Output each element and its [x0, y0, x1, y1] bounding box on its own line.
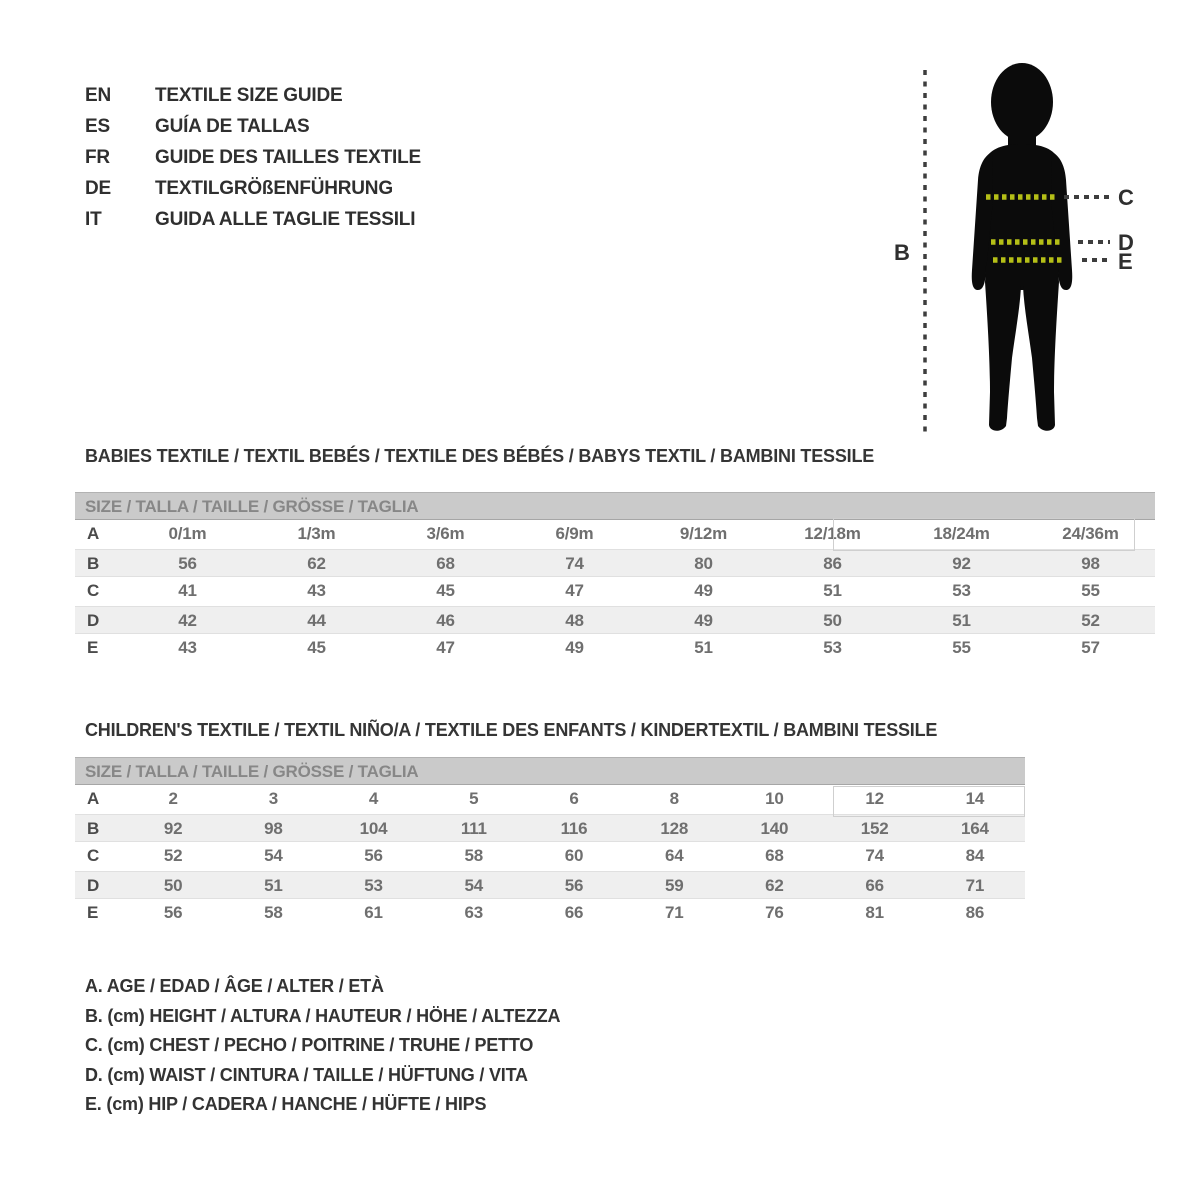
- cell: 140: [760, 818, 789, 838]
- language-row: [85, 173, 421, 204]
- cell: 61: [364, 903, 383, 922]
- language-row: [85, 204, 421, 235]
- cell: 66: [564, 903, 584, 922]
- child-silhouette: [972, 63, 1073, 431]
- row-label: B: [87, 553, 100, 573]
- language-row: [85, 80, 421, 111]
- language-title: GUIDA ALLE TAGLIE TESSILI: [155, 209, 416, 230]
- child-silhouette-figure: [880, 40, 1150, 450]
- children-size-table: [75, 757, 1025, 928]
- cell: 2: [168, 789, 178, 808]
- silhouette-right-leg: [1023, 266, 1059, 431]
- table-row-c: [75, 842, 1025, 871]
- row-label: C: [87, 581, 100, 600]
- cell: 41: [178, 581, 197, 600]
- table-row-c: [75, 577, 1155, 606]
- cell: 6: [569, 789, 579, 808]
- language-code: IT: [85, 209, 102, 230]
- cell: 164: [960, 818, 989, 838]
- babies-table-header: SIZE / TALLA / TAILLE / GRÖSSE / TAGLIA: [75, 492, 1155, 520]
- cell: 60: [564, 846, 584, 865]
- cell: 55: [1081, 581, 1100, 600]
- cell: 49: [694, 581, 713, 600]
- cell: 92: [952, 553, 971, 573]
- cell: 18/24m: [933, 524, 990, 543]
- legend-line: B. (cm) HEIGHT / ALTURA / HAUTEUR / HÖHE / ALTEZZA: [85, 1005, 561, 1026]
- legend-line: C. (cm) CHEST / PECHO / POITRINE / TRUHE / PETTO: [85, 1035, 534, 1056]
- cell: 53: [823, 638, 842, 657]
- cell: 52: [163, 846, 183, 865]
- cell: 116: [560, 818, 588, 838]
- cell: 111: [460, 818, 487, 838]
- cell: 9/12m: [679, 524, 728, 543]
- cell: 45: [436, 581, 455, 600]
- children-table-title: CHILDREN'S TEXTILE / TEXTIL NIÑO/A / TEXTILE DES ENFANTS / KINDERTEXTIL / BAMBINI TESSILE: [85, 720, 938, 740]
- cell: 10: [765, 789, 784, 808]
- table-row-e: [75, 634, 1155, 663]
- cell: 44: [307, 610, 326, 630]
- cell: 66: [865, 875, 884, 895]
- language-code: DE: [85, 178, 111, 199]
- cell: 1/3m: [297, 524, 336, 543]
- cell: 47: [436, 638, 455, 657]
- cell: 68: [436, 553, 455, 573]
- cell: 56: [178, 553, 197, 573]
- cell: 64: [664, 846, 684, 865]
- cell: 6/9m: [555, 524, 594, 543]
- cell: 4: [368, 789, 379, 808]
- cell: 59: [664, 875, 684, 895]
- cell: 62: [765, 875, 784, 895]
- row-label: A: [87, 789, 100, 808]
- cell: 54: [464, 875, 484, 895]
- cell: 58: [464, 846, 484, 865]
- cell: 74: [565, 553, 584, 573]
- children-table-header: SIZE / TALLA / TAILLE / GRÖSSE / TAGLIA: [75, 757, 1025, 785]
- cell: 68: [765, 846, 784, 865]
- cell: 152: [860, 818, 889, 838]
- cell: 76: [765, 903, 784, 922]
- cell: 51: [264, 875, 283, 895]
- cell: 43: [178, 638, 197, 657]
- cell: 63: [464, 903, 484, 922]
- language-code: ES: [85, 116, 110, 137]
- row-label: E: [87, 903, 99, 922]
- cell: 56: [564, 875, 584, 895]
- cell: 92: [163, 818, 183, 838]
- table-row-b: [75, 549, 1155, 578]
- cell: 56: [163, 903, 183, 922]
- row-label: C: [87, 846, 100, 865]
- language-title: TEXTILE SIZE GUIDE: [155, 85, 343, 106]
- cell: 50: [823, 610, 842, 630]
- cell: 81: [865, 903, 884, 922]
- cell: 54: [264, 846, 283, 865]
- cell: 0/1m: [168, 524, 207, 543]
- cell: 53: [364, 875, 383, 895]
- cell: 51: [694, 638, 713, 657]
- height-label: B: [894, 240, 910, 265]
- cell: 55: [952, 638, 971, 657]
- silhouette-left-leg: [985, 266, 1021, 431]
- cell: 43: [307, 581, 326, 600]
- cell: 71: [664, 903, 684, 922]
- cell: 80: [694, 553, 713, 573]
- language-list: [85, 80, 421, 235]
- cell: 24/36m: [1062, 524, 1119, 543]
- cell: 42: [178, 610, 197, 630]
- cell: 56: [364, 846, 383, 865]
- cell: 52: [1081, 610, 1100, 630]
- cell: 12: [865, 789, 884, 808]
- row-label: D: [87, 875, 100, 895]
- language-code: EN: [85, 85, 111, 106]
- cell: 86: [965, 903, 985, 922]
- cell: 5: [469, 789, 479, 808]
- cell: 98: [264, 818, 283, 838]
- language-title: GUIDE DES TAILLES TEXTILE: [155, 147, 421, 168]
- cell: 51: [823, 581, 842, 600]
- cell: 3: [268, 789, 278, 808]
- cell: 57: [1081, 638, 1100, 657]
- language-title: GUÍA DE TALLAS: [155, 116, 310, 137]
- cell: 86: [823, 553, 842, 573]
- cell: 8: [669, 789, 679, 808]
- table-row-b: [75, 814, 1025, 843]
- chest-label: C: [1118, 185, 1134, 210]
- cell: 98: [1081, 553, 1100, 573]
- language-row: [85, 111, 421, 142]
- cell: 62: [307, 553, 326, 573]
- hip-label: E: [1118, 249, 1133, 274]
- cell: 47: [565, 581, 584, 600]
- cell: 49: [565, 638, 584, 657]
- row-label: B: [87, 818, 100, 838]
- legend-line: A. AGE / EDAD / ÂGE / ALTER / ETÀ: [85, 976, 384, 996]
- language-row: [85, 142, 421, 173]
- cell: 49: [694, 610, 713, 630]
- table-row-d: [75, 606, 1155, 635]
- row-label: A: [87, 524, 100, 543]
- babies-size-selection-box: [833, 518, 1135, 551]
- language-title: TEXTILGRÖßENFÜHRUNG: [155, 178, 393, 199]
- legend-line: D. (cm) WAIST / CINTURA / TAILLE / HÜFTUNG / VITA: [85, 1064, 528, 1085]
- cell: 51: [952, 610, 971, 630]
- cell: 14: [965, 789, 985, 808]
- cell: 71: [965, 875, 985, 895]
- table-row-d: [75, 871, 1025, 900]
- measurement-legend: [85, 972, 560, 1120]
- cell: 12/18m: [804, 524, 861, 543]
- cell: 53: [952, 581, 971, 600]
- cell: 45: [307, 638, 326, 657]
- children-size-selection-box: [833, 786, 1025, 817]
- babies-table-title: BABIES TEXTILE / TEXTIL BEBÉS / TEXTILE DES BÉBÉS / BABYS TEXTIL / BAMBINI TESSILE: [85, 446, 875, 466]
- waist-label: D: [1118, 230, 1134, 255]
- row-label: D: [87, 610, 100, 630]
- legend-line: E. (cm) HIP / CADERA / HANCHE / HÜFTE / HIPS: [85, 1094, 487, 1115]
- row-label: E: [87, 638, 99, 657]
- table-row-e: [75, 899, 1025, 928]
- cell: 84: [965, 846, 985, 865]
- cell: 58: [264, 903, 283, 922]
- language-code: FR: [85, 147, 110, 168]
- cell: 46: [436, 610, 455, 630]
- cell: 128: [660, 818, 689, 838]
- cell: 74: [865, 846, 884, 865]
- cell: 3/6m: [426, 524, 465, 543]
- cell: 104: [359, 818, 388, 838]
- cell: 48: [565, 610, 584, 630]
- cell: 50: [163, 875, 183, 895]
